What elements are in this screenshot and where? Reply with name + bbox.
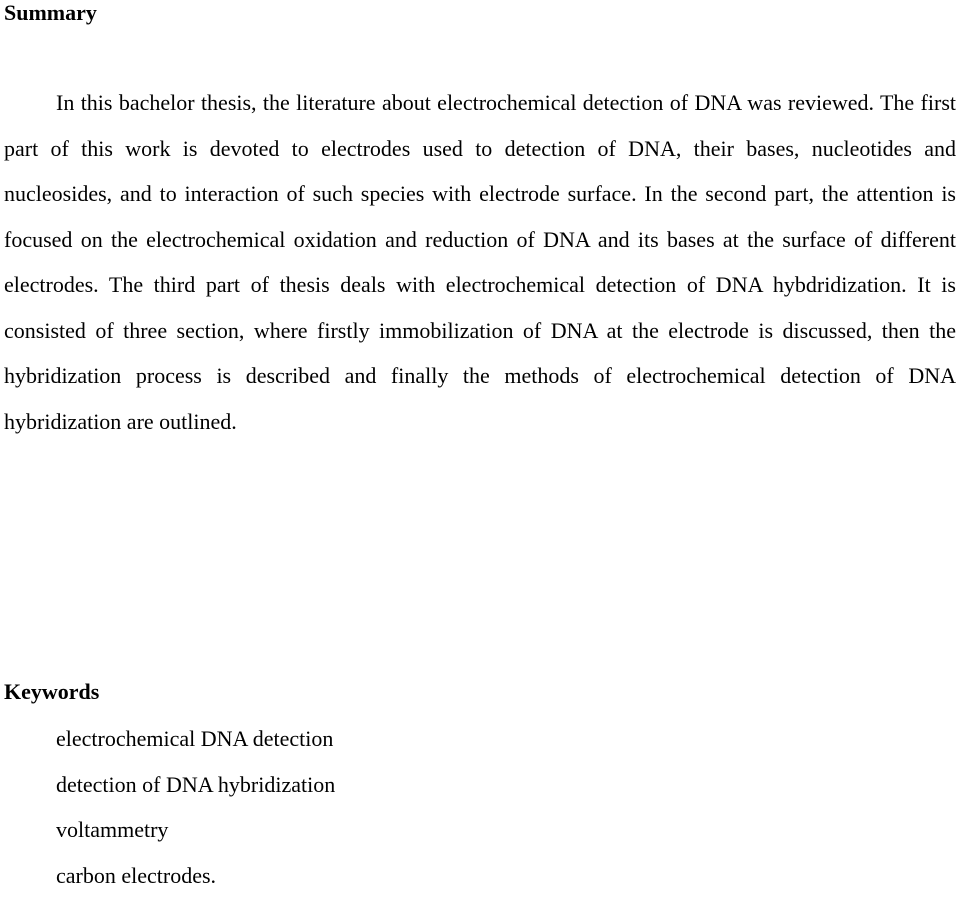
keywords-list bbox=[56, 716, 335, 898]
summary-heading: Summary bbox=[4, 0, 97, 26]
keyword-item: detection of DNA hybridization bbox=[56, 762, 335, 808]
keywords-heading: Keywords bbox=[4, 679, 99, 705]
summary-paragraph: In this bachelor thesis, the literature about electrochemical detection of DNA was reviewed. The first part of this work is devoted to electrodes used to detection of DNA, their bases, nucleotides and nucleosides, and to interaction of such species with electrode surface. In the second part, the attention is focused on the electrochemical oxidation and reduction of DNA and its bases at the surface of different electrodes. The third part of thesis deals with electrochemical detection of DNA hybdridization. It is consisted of three section, where firstly immobilization of DNA at the electrode is discussed, then the hybridization process is described and finally the methods of electrochemical detection of DNA hybridization are outlined. bbox=[4, 80, 956, 444]
keyword-item: voltammetry bbox=[56, 807, 335, 853]
keyword-item: electrochemical DNA detection bbox=[56, 716, 335, 762]
keyword-item: carbon electrodes. bbox=[56, 853, 335, 898]
